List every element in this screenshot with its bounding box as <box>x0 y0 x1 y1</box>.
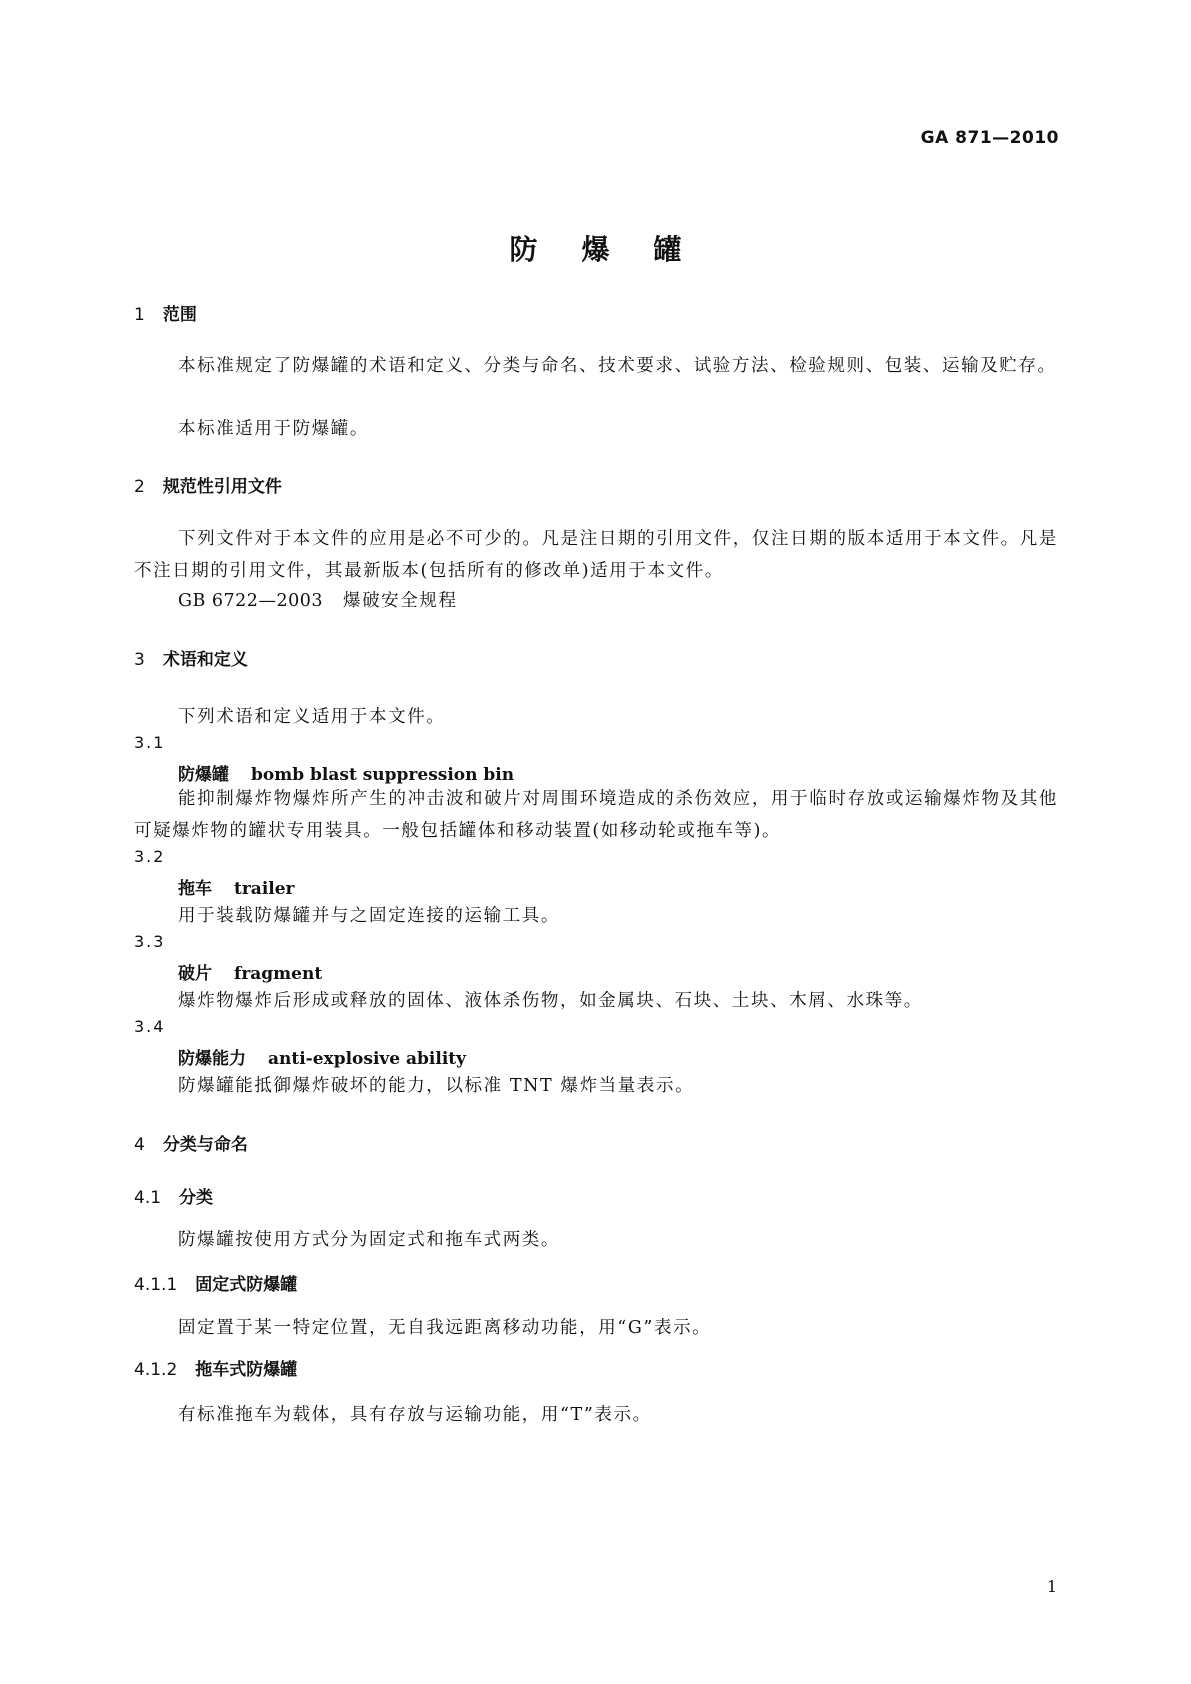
term-number: 3.3 <box>134 932 166 951</box>
section-number: 2 <box>134 477 145 497</box>
section-number: 1 <box>134 305 145 325</box>
normative-reference <box>178 587 458 612</box>
page-number: 1 <box>1046 1577 1057 1596</box>
term-definition: 防爆罐能抵御爆炸破坏的能力，以标准 TNT 爆炸当量表示。 <box>178 1076 695 1096</box>
section-number: 3 <box>134 650 145 670</box>
standard-code: GA 871—2010 <box>920 128 1059 148</box>
term-number: 3.4 <box>134 1017 166 1036</box>
term-english: bomb blast suppression bin <box>251 765 515 785</box>
section-3-heading <box>134 645 248 670</box>
section-3-intro: 下列术语和定义适用于本文件。 <box>178 707 446 727</box>
term-definition: 爆炸物爆炸后形成或释放的固体、液体杀伤物，如金属块、石块、土块、木屑、水珠等。 <box>178 991 923 1011</box>
term-number: 3.2 <box>134 847 166 866</box>
section-number: 4 <box>134 1135 145 1155</box>
term-chinese: 拖车 <box>178 879 212 899</box>
term-definition: 能抑制爆炸物爆炸所产生的冲击波和破片对周围环境造成的杀伤效应，用于临时存放或运输爆炸物及其他可疑爆炸物的罐状专用装具。一般包括罐体和移动装置(如移动轮或拖车等)。 <box>134 789 1058 841</box>
section-1-heading <box>134 300 197 325</box>
term-english: anti-explosive ability <box>268 1049 467 1069</box>
subsection-number: 4.1 <box>134 1188 162 1208</box>
subsection-4-1-1-heading <box>134 1270 297 1295</box>
section-title: 范围 <box>162 305 197 325</box>
subsection-title: 固定式防爆罐 <box>195 1275 298 1295</box>
section-1-paragraph-1: 本标准规定了防爆罐的术语和定义、分类与命名、技术要求、试验方法、检验规则、包装、运输及贮存。 <box>178 356 1057 376</box>
subsection-title: 分类 <box>179 1188 214 1208</box>
subsection-4-1-heading <box>134 1183 213 1208</box>
term-chinese: 防爆罐 <box>178 765 229 785</box>
term-number: 3.1 <box>134 733 166 752</box>
term-chinese: 破片 <box>178 964 212 984</box>
reference-code: GB 6722—2003 <box>178 591 323 611</box>
term-chinese: 防爆能力 <box>178 1049 246 1069</box>
section-2-heading <box>134 472 282 497</box>
subsection-number: 4.1.2 <box>134 1360 178 1380</box>
section-2-paragraph-1: 下列文件对于本文件的应用是必不可少的。凡是注日期的引用文件，仅注日期的版本适用于本文件。凡是不注日期的引用文件，其最新版本(包括所有的修改单)适用于本文件。 <box>134 529 1058 581</box>
subsection-title: 拖车式防爆罐 <box>195 1360 298 1380</box>
term-heading <box>178 959 322 984</box>
term-heading <box>178 760 514 785</box>
term-english: fragment <box>234 964 323 984</box>
term-english: trailer <box>234 879 295 899</box>
section-1-paragraph-2: 本标准适用于防爆罐。 <box>178 419 369 439</box>
section-title: 分类与命名 <box>162 1135 248 1155</box>
term-definition: 用于装载防爆罐并与之固定连接的运输工具。 <box>178 906 560 926</box>
subsection-4-1-2-text: 有标准拖车为载体，具有存放与运输功能，用“T”表示。 <box>178 1405 652 1425</box>
subsection-4-1-2-heading <box>134 1355 297 1380</box>
reference-title: 爆破安全规程 <box>342 591 458 611</box>
section-title: 术语和定义 <box>162 650 248 670</box>
subsection-4-1-1-text: 固定置于某一特定位置，无自我远距离移动功能，用“G”表示。 <box>178 1318 712 1338</box>
term-heading <box>178 874 295 899</box>
subsection-number: 4.1.1 <box>134 1275 178 1295</box>
document-title: 防爆罐 <box>509 233 726 266</box>
term-heading <box>178 1044 466 1069</box>
subsection-4-1-text: 防爆罐按使用方式分为固定式和拖车式两类。 <box>178 1230 560 1250</box>
section-title: 规范性引用文件 <box>162 477 282 497</box>
section-4-heading <box>134 1130 248 1155</box>
